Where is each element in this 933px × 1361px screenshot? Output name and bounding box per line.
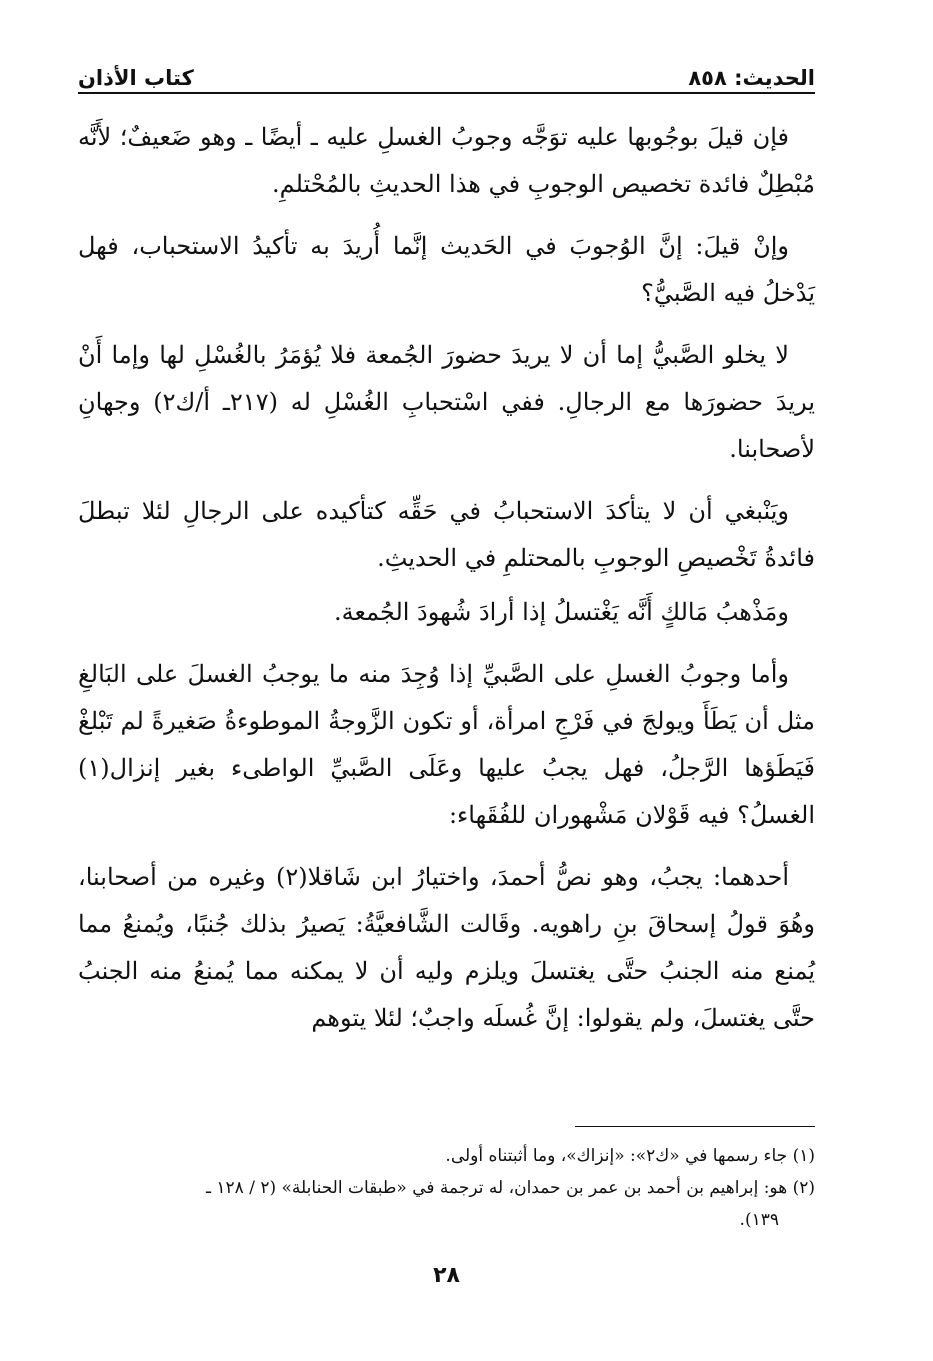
footnotes: [78, 1140, 815, 1236]
paragraph: ومَذْهبُ مَالكٍ أَنَّه يَغْتسلُ إذا أرادَ شُهودَ الجُمعة.: [334, 598, 789, 626]
paragraph: وأما وجوبُ الغسلِ على الصَّبيِّ إذا وُجِدَ منه ما يوجبُ الغسلَ على البَالغِ مثل أن يَطَأَ ويولجَ في فَرْجِ امرأة، أو تكون الزَّوجةُ الموطوءةُ صَغيرةً لم تَبْلغْ فَيَطَؤها الرَّجلُ، فهل يجبُ عليها وعَلَى الصَّبيِّ الواطىء بغير إنزال(١) الغسلُ؟ فيه قَوْلان مَشْهوران للفُقَهاء:: [78, 660, 815, 829]
page-number: ٢٨: [433, 1263, 460, 1288]
book-title: كتاب الأذان: [78, 66, 194, 90]
paragraph: ويَنْبغي أن لا يتأكدَ الاستحبابُ في حَقِّه كتأكيده على الرجالِ لئلا تبطلَ فائدةُ تَخْصيصِ الوجوبِ بالمحتلمِ في الحديثِ.: [78, 497, 815, 572]
footnote-divider: [575, 1126, 815, 1127]
paragraph: لا يخلو الصَّبيُّ إما أن لا يريدَ حضورَ الجُمعة فلا يُؤمَرُ بالغُسْلِ لها وإما أَنْ يريدَ حضورَها مع الرجالِ. ففي اسْتحبابِ الغُسْلِ له (٢١٧ـ أ/ك٢) وجهانِ لأصحابنا.: [78, 341, 815, 463]
running-header: [78, 58, 815, 90]
footnote-2: (٢) هو: إبراهيم بن أحمد بن عمر بن حمدان، له ترجمة في «طبقات الحنابلة» (٢ / ١٢٨ ـ: [206, 1178, 815, 1198]
footnote-1: (١) جاء رسمها في «ك٢»: «إنزاك»، وما أثبتناه أولى.: [445, 1146, 815, 1166]
hadith-number-label: الحديث: ٨٥٨: [688, 66, 815, 90]
header-divider: [78, 92, 815, 94]
paragraph: فإن قيلَ بوجُوبها عليه توَجَّه وجوبُ الغسلِ عليه ـ أيضًا ـ وهو ضَعيفٌ؛ لأَنَّه مُبْطِلٌ فائدة تخصيص الوجوبِ في هذا الحديثِ بالمُحْتلمِ.: [78, 123, 815, 198]
document-page: [78, 58, 815, 1328]
paragraph: وإنْ قيلَ: إنَّ الوُجوبَ في الحَديث إنَّما أُريدَ به تأكيدُ الاستحباب، فهل يَدْخلُ فيه الصَّبيُّ؟: [78, 232, 815, 307]
main-text: [78, 114, 815, 1057]
paragraph: أحدهما: يجبُ، وهو نصُّ أحمدَ، واختيارُ ابن شَاقلا(٢) وغيره من أصحابنا، وهُوَ قولُ إسحاقَ بنِ راهويه. وقَالت الشَّافعيَّةُ: يَصيرُ بذلك جُنبًا، ويُمنعُ مما يُمنع منه الجنبُ حتَّى يغتسلَ ويلزم وليه أن لا يمكنه مما يُمنعُ منه الجنبُ حتَّى يغتسلَ، ولم يقولوا: إنَّ غُسلَه واجبٌ؛ لئلا يتوهم: [78, 863, 815, 1032]
footnote-2-continuation: ١٣٩).: [739, 1210, 779, 1230]
